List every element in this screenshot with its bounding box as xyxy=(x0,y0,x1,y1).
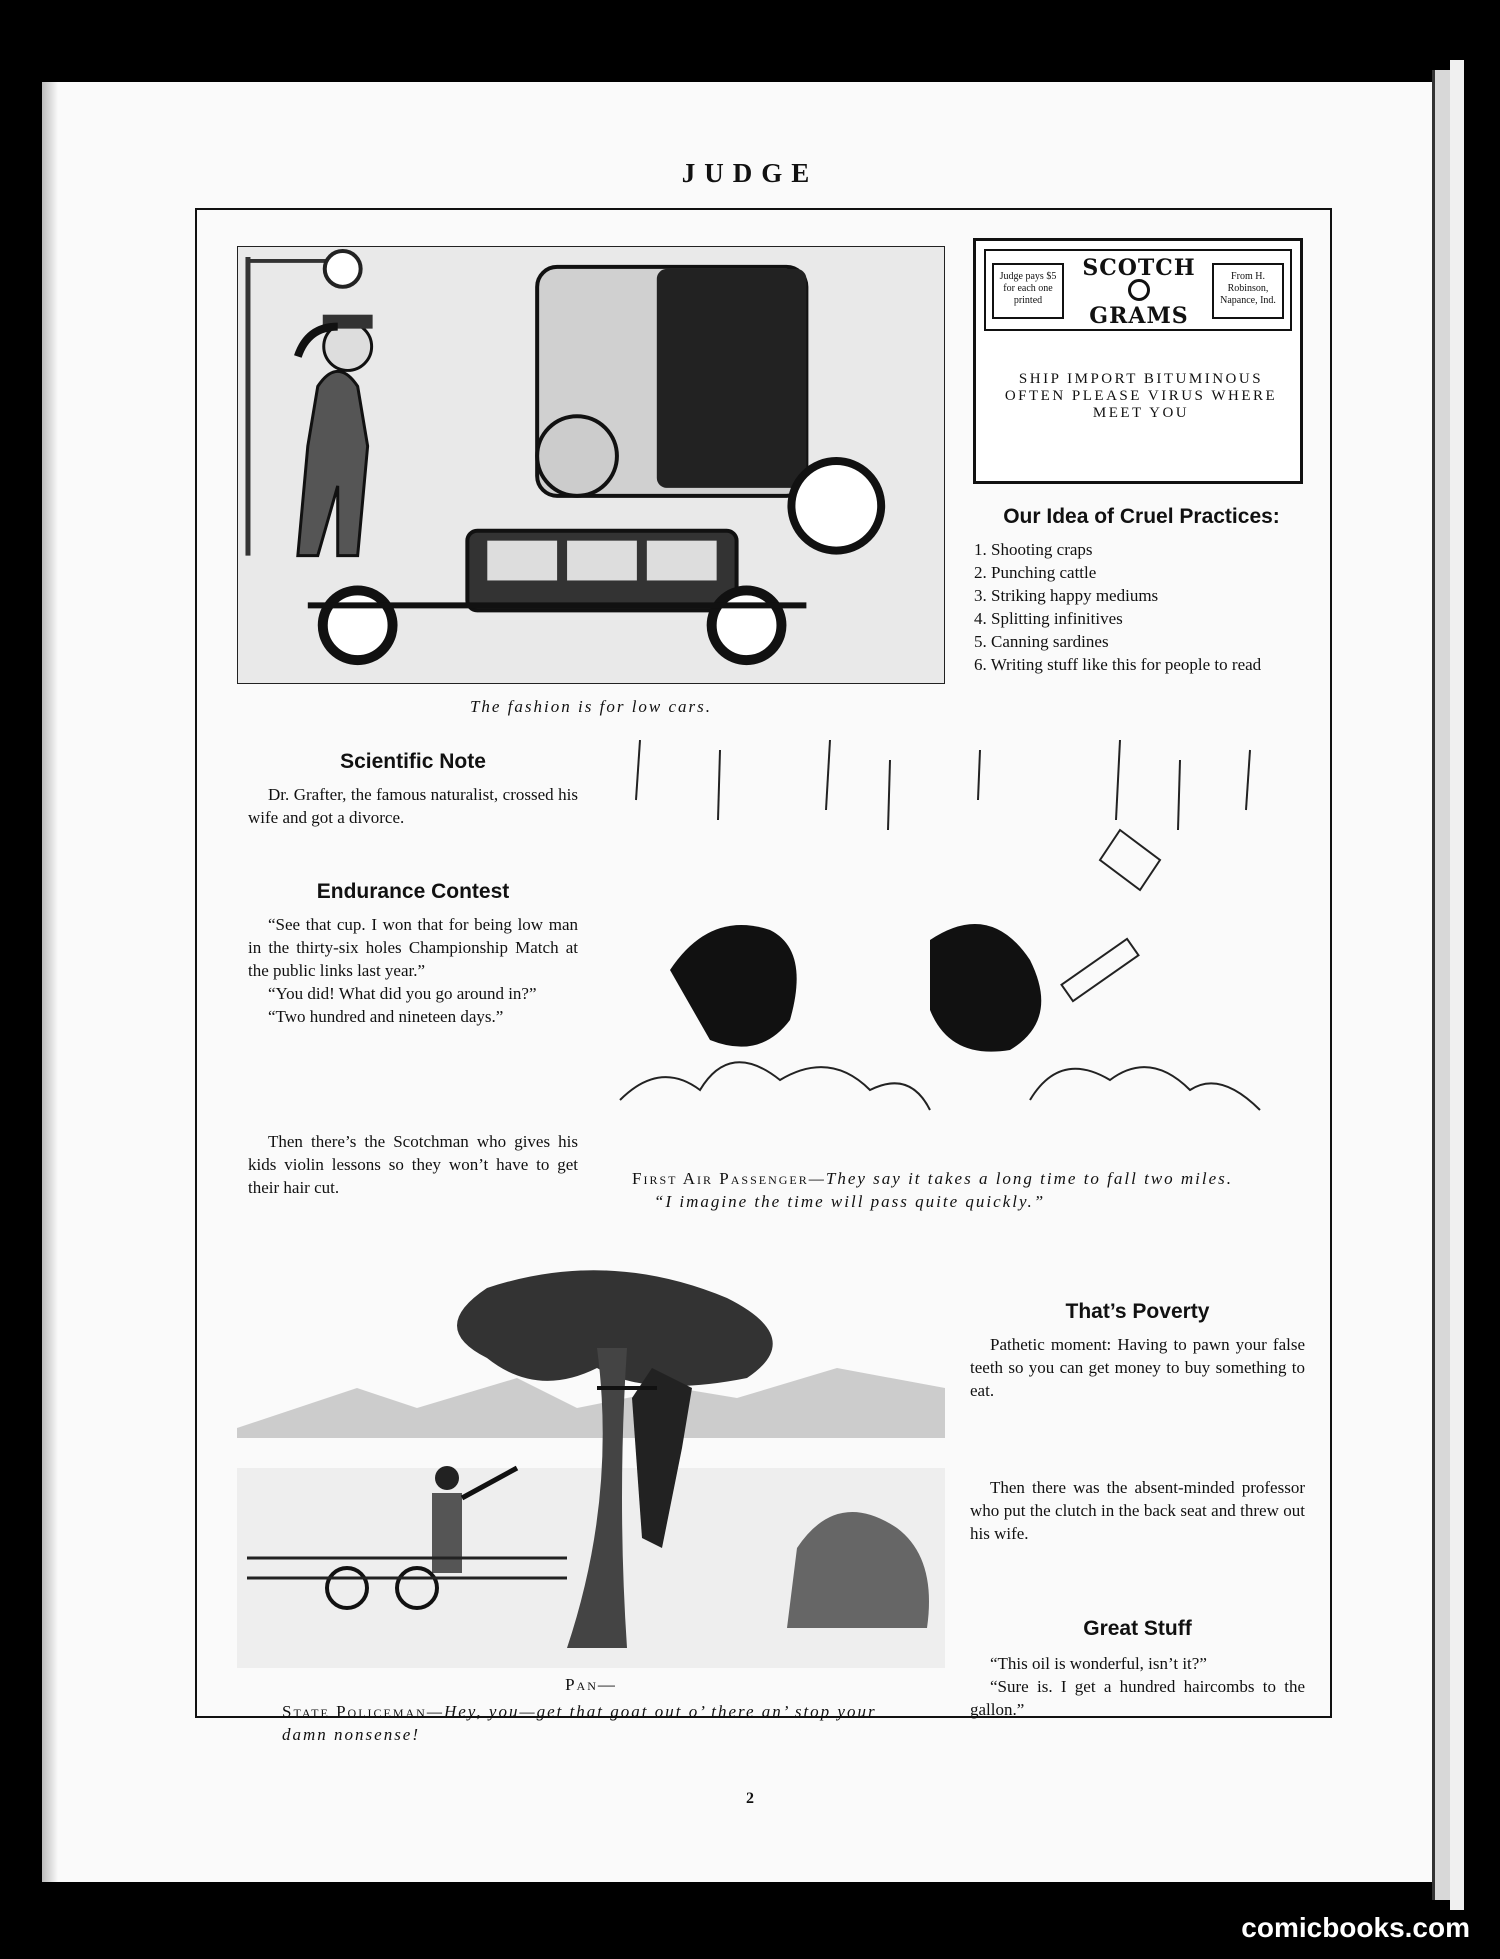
ad-message: SHIP IMPORT BITUMINOUS OFTEN PLEASE VIRUS WHERE MEET YOU xyxy=(1004,371,1278,421)
ad-payment-note: Judge pays $5 for each one printed xyxy=(992,263,1064,319)
great-stuff-text xyxy=(970,1652,1305,1721)
list-item: 4. Splitting infinitives xyxy=(974,609,1123,628)
page-edge-back xyxy=(1450,60,1464,1910)
endurance-contest-text xyxy=(248,913,578,1028)
logo-top-word: SCOTCH xyxy=(1082,255,1196,281)
page-number: 2 xyxy=(746,1790,754,1807)
thats-poverty-heading: That’s Poverty xyxy=(1065,1300,1210,1323)
list-item: 6. Writing stuff like this for people to read xyxy=(974,655,1262,674)
paragraph: “See that cup. I won that for being low man in the thirty-six holes Championship Match at the public links last year.” xyxy=(248,915,578,980)
scotch-o-grams-logo xyxy=(1072,255,1206,327)
paragraph: “Two hundred and nineteen days.” xyxy=(268,1007,504,1026)
caption-speaker: State Policeman xyxy=(282,1702,427,1721)
paragraph: Dr. Grafter, the famous naturalist, crossed his wife and got a divorce. xyxy=(248,785,578,827)
list-item: 5. Canning sardines xyxy=(974,632,1109,651)
cartoon2-caption xyxy=(632,1167,1292,1213)
ad-contributor: From H. Robinson, Napance, Ind. xyxy=(1212,263,1284,319)
watermark: comicbooks.com xyxy=(1241,1912,1470,1943)
logo-bottom-word: GRAMS xyxy=(1089,303,1189,329)
logo-o-ring-icon xyxy=(1072,281,1206,303)
cartoon3-caption xyxy=(282,1700,922,1746)
cruel-practices-list xyxy=(974,538,1309,676)
caption-reply: “I imagine the time will pass quite quickly.” xyxy=(654,1192,1046,1211)
great-stuff-heading: Great Stuff xyxy=(1083,1617,1192,1640)
caption-line: —They say it takes a long time to fall two miles. xyxy=(808,1169,1234,1188)
page-gutter-shadow xyxy=(42,82,58,1882)
cartoon-air-passengers xyxy=(600,740,1308,1160)
masthead: JUDGE xyxy=(681,158,819,188)
thats-poverty-text xyxy=(970,1333,1305,1402)
scotch-o-grams-ad xyxy=(973,238,1303,484)
paragraph: “This oil is wonderful, isn’t it?” xyxy=(990,1654,1207,1673)
scotchman-joke xyxy=(248,1130,578,1199)
page-edge xyxy=(1432,70,1450,1900)
list-item: 2. Punching cattle xyxy=(974,563,1097,582)
cartoon1-caption: The fashion is for low cars. xyxy=(469,697,713,716)
cartoon3-title xyxy=(237,1675,945,1695)
paragraph: “You did! What did you go around in?” xyxy=(268,984,537,1003)
list-item: 1. Shooting craps xyxy=(974,540,1093,559)
paragraph: Pathetic moment: Having to pawn your false teeth so you can get money to buy something to eat. xyxy=(970,1335,1305,1400)
paragraph: Then there’s the Scotchman who gives his kids violin lessons so they won’t have to get their hair cut. xyxy=(248,1132,578,1197)
ad-header xyxy=(984,249,1292,331)
list-item: 3. Striking happy mediums xyxy=(974,586,1159,605)
caption-title: Pan— xyxy=(565,1675,617,1694)
endurance-contest-heading: Endurance Contest xyxy=(316,880,510,903)
cruel-practices-heading: Our Idea of Cruel Practices: xyxy=(1003,505,1280,528)
professor-joke xyxy=(970,1476,1305,1545)
caption-line: —Hey, you—get that goat out o’ there an’ stop your damn nonsense! xyxy=(282,1702,877,1744)
cartoon-policeman-low-cars xyxy=(237,246,945,684)
caption-speaker: First Air Passenger xyxy=(632,1169,809,1188)
scientific-note-text xyxy=(248,783,578,829)
cartoon-pan-policeman xyxy=(237,1268,945,1668)
paragraph: Then there was the absent-minded professor who put the clutch in the back seat and threw out his wife. xyxy=(970,1478,1305,1543)
scientific-note-heading: Scientific Note xyxy=(340,750,486,773)
paragraph: “Sure is. I get a hundred haircombs to the gallon.” xyxy=(970,1677,1305,1719)
